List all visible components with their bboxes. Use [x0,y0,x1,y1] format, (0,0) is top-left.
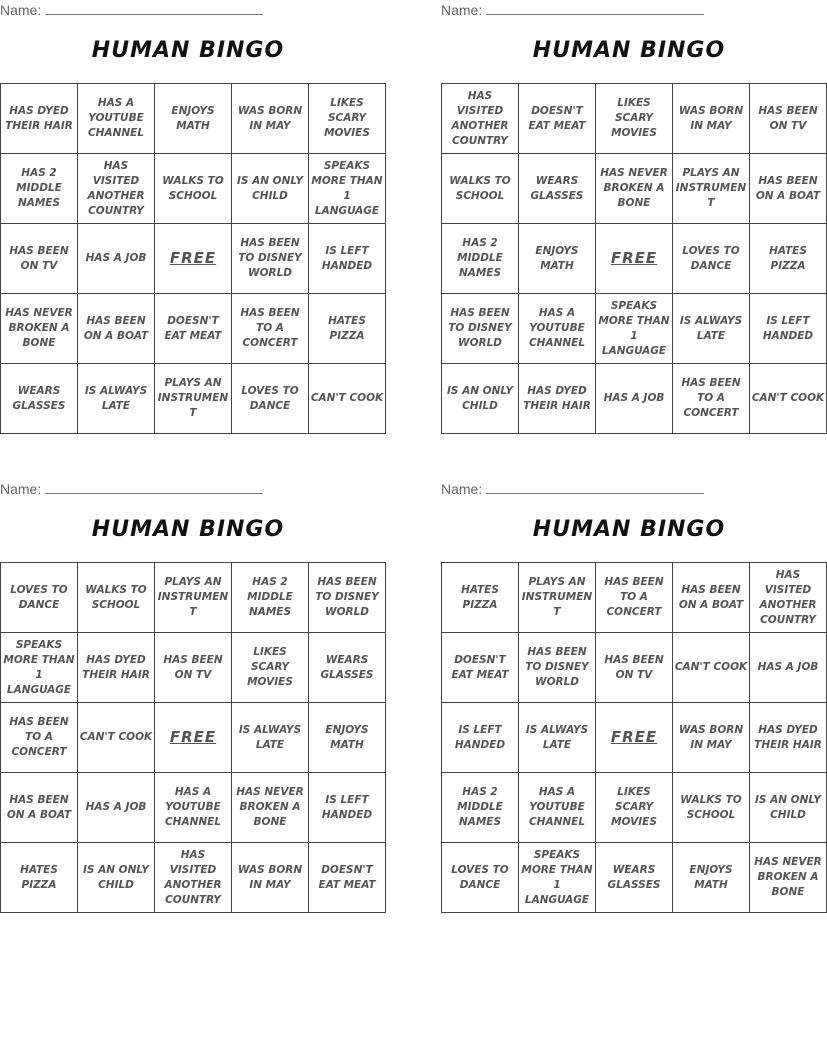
bingo-row [442,364,827,434]
bingo-row [1,633,386,703]
bingo-row [442,633,827,703]
bingo-cell: LIKES SCARY MOVIES [596,84,673,154]
bingo-cell: WEARS GLASSES [596,843,673,913]
bingo-cell: HAS BEEN ON A BOAT [673,563,750,633]
free-space: FREE [155,703,232,773]
bingo-cell: IS AN ONLY CHILD [442,364,519,434]
bingo-cell: LIKES SCARY MOVIES [596,773,673,843]
bingo-cell: HAS VISITED ANOTHER COUNTRY [78,154,155,224]
bingo-cell: SPEAKS MORE THAN 1 LANGUAGE [1,633,78,703]
bingo-cell: LOVES TO DANCE [1,563,78,633]
bingo-cell: HATES PIZZA [442,563,519,633]
bingo-cell: WALKS TO SCHOOL [155,154,232,224]
bingo-cell: ENJOYS MATH [673,843,750,913]
bingo-cell: HAS A YOUTUBE CHANNEL [519,294,596,364]
name-label: Name: [441,481,483,497]
bingo-cell: DOESN'T EAT MEAT [442,633,519,703]
name-field [441,481,704,497]
card-title: HUMAN BINGO [91,38,285,63]
bingo-cell: HAS BEEN ON A BOAT [78,294,155,364]
bingo-row [1,563,386,633]
bingo-cell: PLAYS AN INSTRUMENT [673,154,750,224]
bingo-cell: IS LEFT HANDED [442,703,519,773]
bingo-cell: PLAYS AN INSTRUMENT [155,364,232,434]
bingo-row [1,84,386,154]
bingo-cell: WAS BORN IN MAY [232,843,309,913]
bingo-cell: HAS VISITED ANOTHER COUNTRY [155,843,232,913]
name-blank-line [45,2,263,15]
bingo-cell: HAS 2 MIDDLE NAMES [1,154,78,224]
bingo-cell: CAN'T COOK [673,633,750,703]
bingo-cell: HAS VISITED ANOTHER COUNTRY [750,563,827,633]
name-label: Name: [441,2,483,18]
bingo-cell: HAS BEEN ON A BOAT [1,773,78,843]
bingo-row [1,364,386,434]
bingo-cell: HAS BEEN TO A CONCERT [232,294,309,364]
name-blank-line [486,2,704,15]
bingo-cell: ENJOYS MATH [155,84,232,154]
bingo-cell: HAS BEEN ON TV [750,84,827,154]
name-label: Name: [0,2,42,18]
bingo-cell: HAS DYED THEIR HAIR [519,364,596,434]
bingo-cell: WAS BORN IN MAY [673,84,750,154]
bingo-row [1,224,386,294]
bingo-cell: HAS BEEN TO DISNEY WORLD [442,294,519,364]
bingo-cell: LIKES SCARY MOVIES [309,84,386,154]
bingo-cell: HAS A JOB [596,364,673,434]
bingo-row [442,773,827,843]
bingo-row [1,843,386,913]
bingo-cell: WALKS TO SCHOOL [442,154,519,224]
bingo-cell: IS ALWAYS LATE [673,294,750,364]
bingo-cell: LOVES TO DANCE [442,843,519,913]
free-space: FREE [155,224,232,294]
bingo-row [442,703,827,773]
bingo-cell: WALKS TO SCHOOL [673,773,750,843]
bingo-cell: IS AN ONLY CHILD [232,154,309,224]
bingo-cell: IS AN ONLY CHILD [750,773,827,843]
bingo-cell: IS LEFT HANDED [750,294,827,364]
bingo-cell: IS LEFT HANDED [309,224,386,294]
bingo-cell: CAN'T COOK [750,364,827,434]
bingo-cell: PLAYS AN INSTRUMENT [519,563,596,633]
bingo-row [442,154,827,224]
bingo-cell: HAS A JOB [78,224,155,294]
bingo-cell: HAS DYED THEIR HAIR [1,84,78,154]
bingo-cell: IS ALWAYS LATE [78,364,155,434]
bingo-cell: IS ALWAYS LATE [519,703,596,773]
bingo-cell: HAS DYED THEIR HAIR [78,633,155,703]
bingo-row [1,703,386,773]
bingo-cell: HAS VISITED ANOTHER COUNTRY [442,84,519,154]
bingo-cell: PLAYS AN INSTRUMENT [155,563,232,633]
bingo-row [442,84,827,154]
free-space: FREE [596,703,673,773]
bingo-cell: DOESN'T EAT MEAT [519,84,596,154]
bingo-row [442,563,827,633]
bingo-cell: HAS BEEN TO DISNEY WORLD [519,633,596,703]
bingo-cell: WEARS GLASSES [309,633,386,703]
bingo-cell: WAS BORN IN MAY [673,703,750,773]
bingo-cell: HAS A JOB [750,633,827,703]
bingo-cell: IS AN ONLY CHILD [78,843,155,913]
bingo-cell: LIKES SCARY MOVIES [232,633,309,703]
bingo-cell: SPEAKS MORE THAN 1 LANGUAGE [519,843,596,913]
bingo-cell: SPEAKS MORE THAN 1 LANGUAGE [309,154,386,224]
bingo-cell: HAS 2 MIDDLE NAMES [442,773,519,843]
bingo-cell: SPEAKS MORE THAN 1 LANGUAGE [596,294,673,364]
bingo-cell: HAS BEEN TO DISNEY WORLD [232,224,309,294]
bingo-cell: HAS A JOB [78,773,155,843]
bingo-cell: WAS BORN IN MAY [232,84,309,154]
bingo-grid [0,562,386,913]
bingo-cell: HATES PIZZA [309,294,386,364]
bingo-cell: IS LEFT HANDED [309,773,386,843]
bingo-cell: HAS NEVER BROKEN A BONE [596,154,673,224]
bingo-cell: HAS BEEN TO A CONCERT [596,563,673,633]
bingo-cell: HAS NEVER BROKEN A BONE [232,773,309,843]
bingo-row [442,224,827,294]
card-title: HUMAN BINGO [91,517,285,542]
bingo-cell: HAS 2 MIDDLE NAMES [232,563,309,633]
name-field [441,2,704,18]
bingo-cell: HATES PIZZA [1,843,78,913]
bingo-cell: HAS NEVER BROKEN A BONE [750,843,827,913]
free-space: FREE [596,224,673,294]
bingo-cell: HATES PIZZA [750,224,827,294]
bingo-cell: HAS BEEN TO A CONCERT [673,364,750,434]
bingo-cell: LOVES TO DANCE [673,224,750,294]
bingo-row [1,154,386,224]
bingo-cell: CAN'T COOK [309,364,386,434]
bingo-cell: HAS A YOUTUBE CHANNEL [155,773,232,843]
card-title: HUMAN BINGO [532,38,726,63]
bingo-cell: HAS BEEN TO A CONCERT [1,703,78,773]
bingo-cell: HAS DYED THEIR HAIR [750,703,827,773]
bingo-cell: HAS BEEN TO DISNEY WORLD [309,563,386,633]
bingo-cell: HAS 2 MIDDLE NAMES [442,224,519,294]
bingo-cell: WALKS TO SCHOOL [78,563,155,633]
bingo-row [1,294,386,364]
name-blank-line [45,481,263,494]
bingo-cell: HAS BEEN ON A BOAT [750,154,827,224]
bingo-cell: ENJOYS MATH [519,224,596,294]
name-field [0,2,263,18]
bingo-cell: DOESN'T EAT MEAT [155,294,232,364]
name-blank-line [486,481,704,494]
bingo-grid [441,562,827,913]
bingo-cell: HAS BEEN ON TV [1,224,78,294]
bingo-row [442,843,827,913]
bingo-cell: LOVES TO DANCE [232,364,309,434]
bingo-cell: ENJOYS MATH [309,703,386,773]
bingo-cell: HAS A YOUTUBE CHANNEL [78,84,155,154]
name-field [0,481,263,497]
bingo-cell: HAS BEEN ON TV [155,633,232,703]
bingo-cell: WEARS GLASSES [1,364,78,434]
bingo-cell: WEARS GLASSES [519,154,596,224]
bingo-row [1,773,386,843]
card-title: HUMAN BINGO [532,517,726,542]
bingo-grid [0,83,386,434]
bingo-row [442,294,827,364]
bingo-cell: HAS BEEN ON TV [596,633,673,703]
bingo-cell: DOESN'T EAT MEAT [309,843,386,913]
bingo-cell: HAS NEVER BROKEN A BONE [1,294,78,364]
bingo-grid [441,83,827,434]
name-label: Name: [0,481,42,497]
bingo-cell: CAN'T COOK [78,703,155,773]
bingo-cell: IS ALWAYS LATE [232,703,309,773]
bingo-cell: HAS A YOUTUBE CHANNEL [519,773,596,843]
